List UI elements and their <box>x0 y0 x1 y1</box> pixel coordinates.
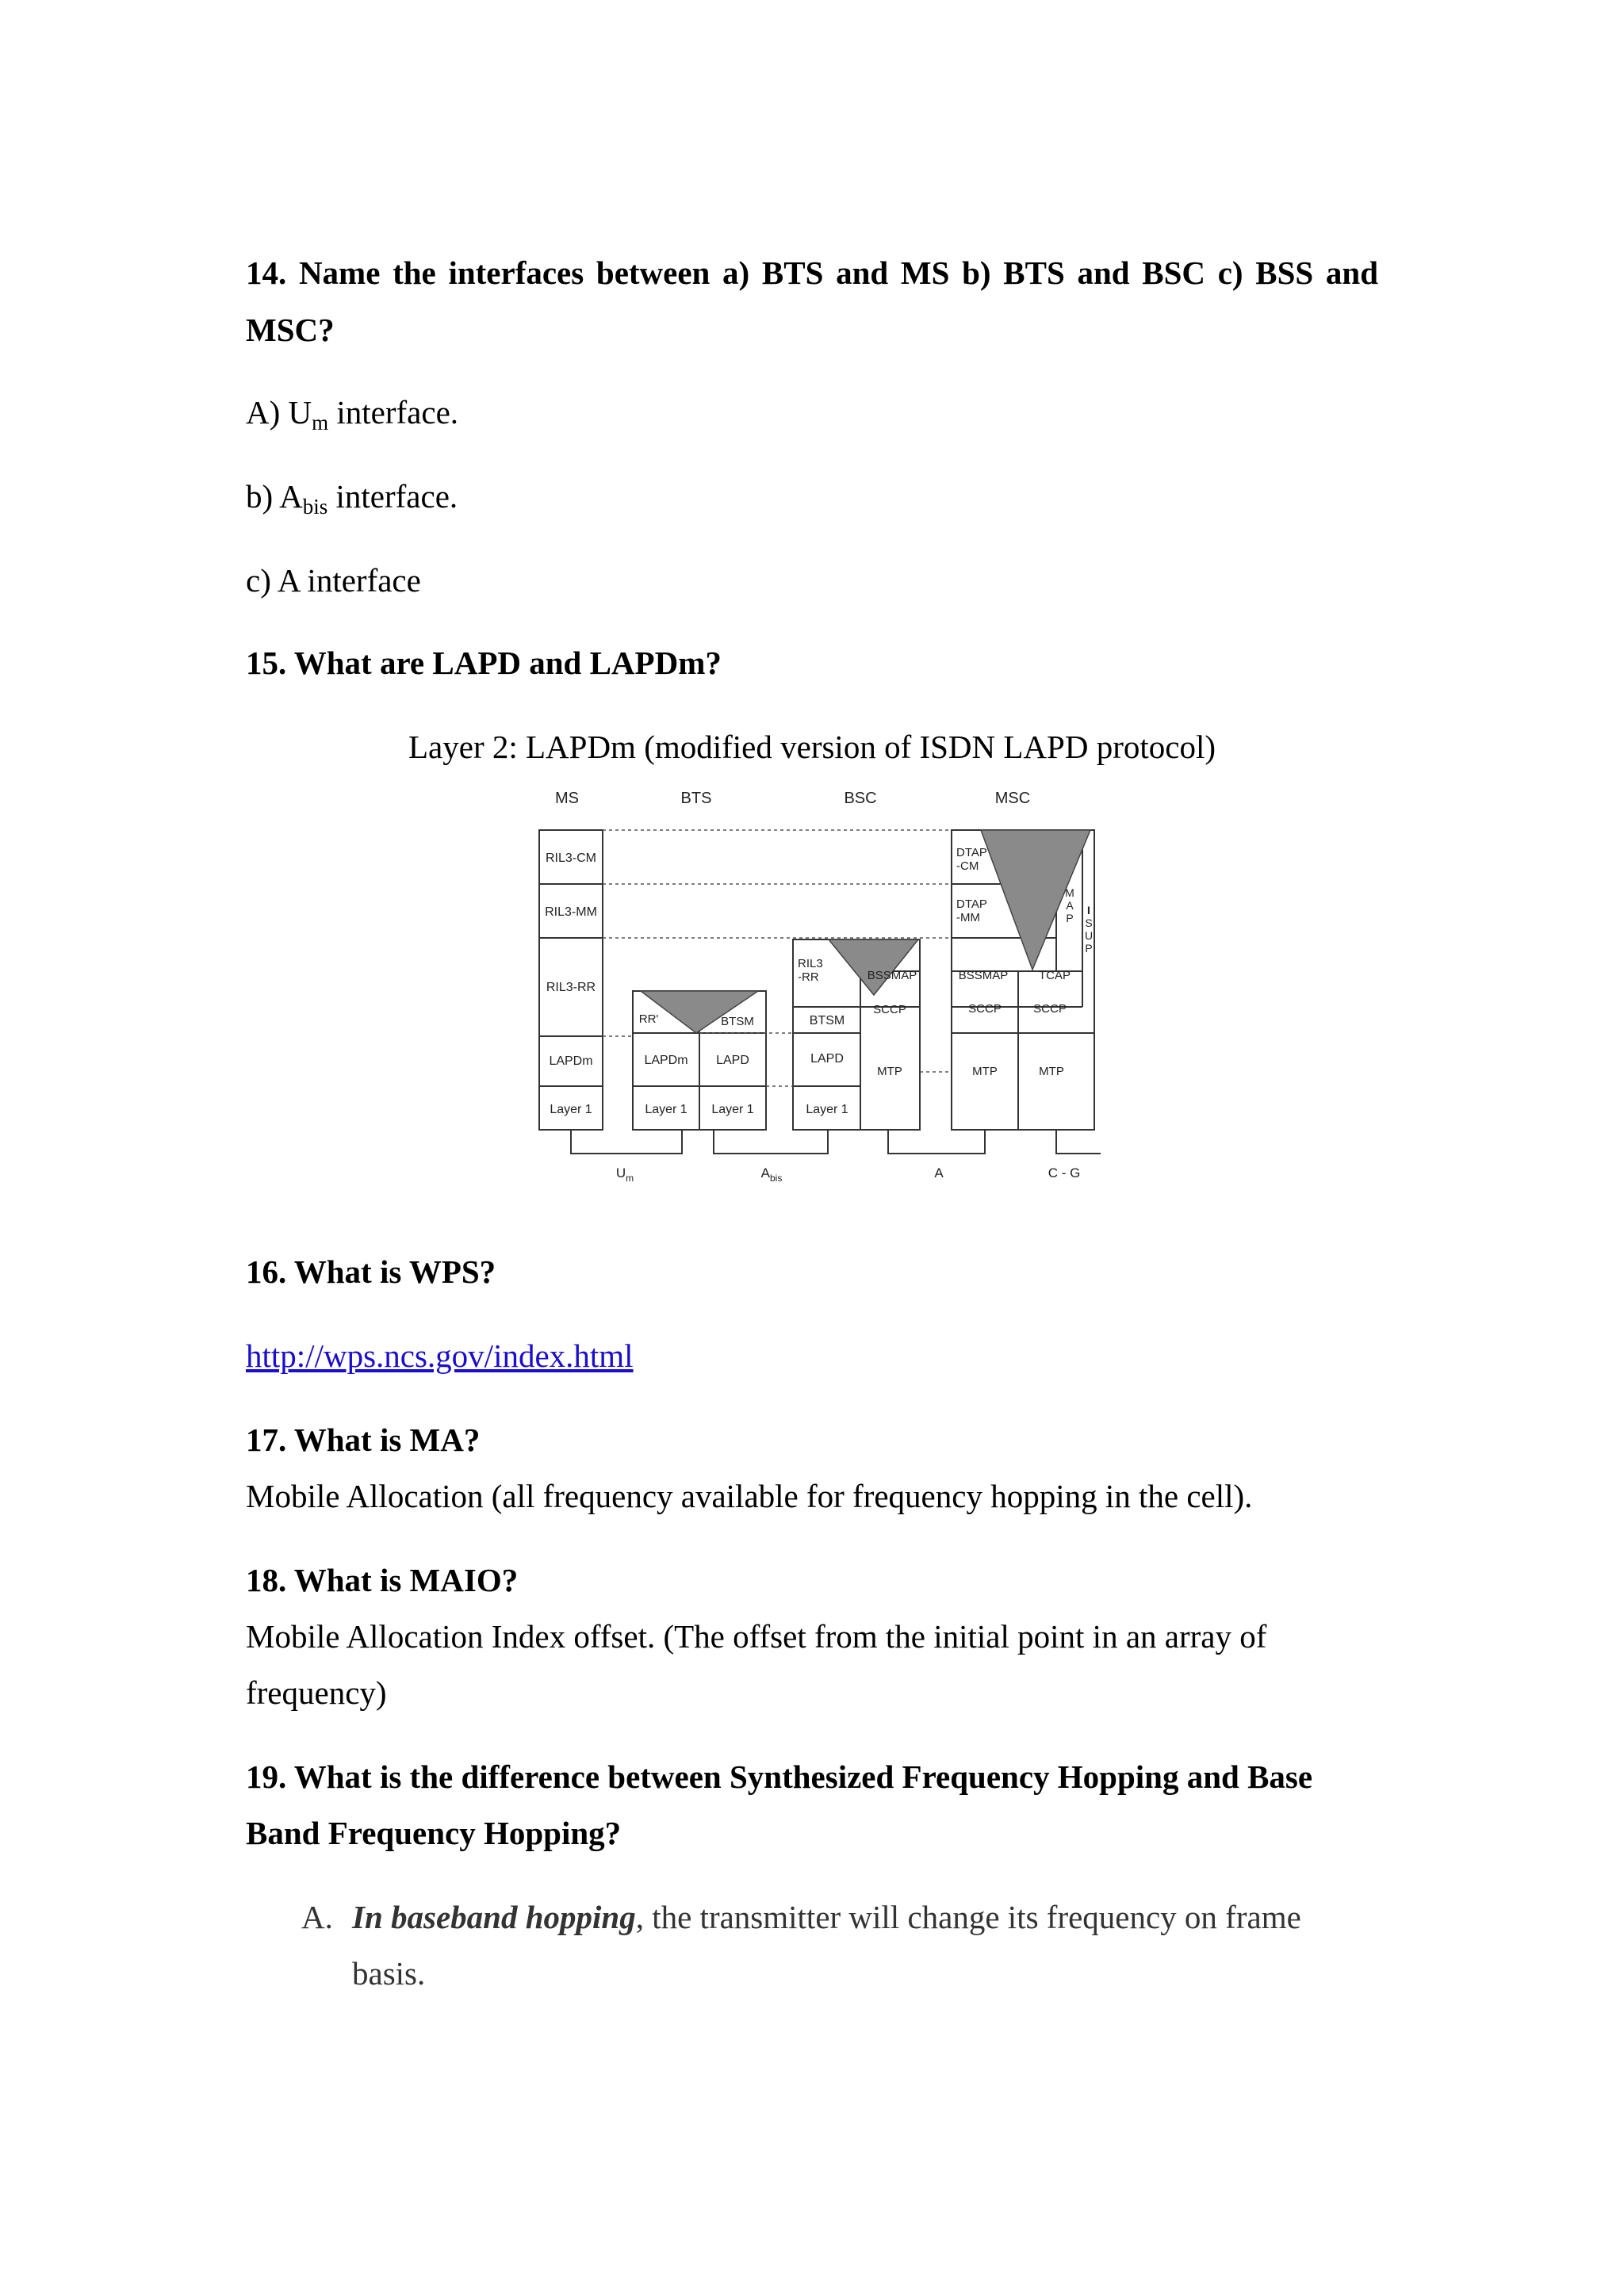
bts-layer1-right-label: Layer 1 <box>711 1103 754 1116</box>
q18-question: 18. What is MAIO? <box>246 1562 519 1598</box>
msc-isup-letter-s: S <box>1085 916 1093 929</box>
ms-stack-box <box>539 830 603 1130</box>
q14-answer-a <box>246 393 459 434</box>
bsc-ril3-label: RIL3 <box>798 957 823 970</box>
msc-mtp-left-label: MTP <box>972 1065 998 1078</box>
msc-dtap-mm-suffix-label: -MM <box>956 911 980 924</box>
msc-isup-letter-p: P <box>1085 942 1093 955</box>
q14-answer-b-prefix: b) A <box>246 478 303 515</box>
q14-answer-b-sub: bis <box>302 495 328 519</box>
q19-item-rest: , the transmitter will change its frequency on frame <box>635 1899 1301 1935</box>
q18-answer-line2: frequency) <box>246 1674 387 1711</box>
msc-dtap-cm-suffix-label: -CM <box>956 859 979 873</box>
q14-answer-b-suffix: interface. <box>327 478 458 515</box>
msc-sccp-left-label: SCCP <box>968 1002 1002 1016</box>
msc-isup-letter-i: I <box>1087 904 1090 916</box>
interface-cg-label: C - G <box>1048 1165 1081 1181</box>
msc-isup-letter-u: U <box>1084 929 1094 942</box>
q19-item-emphasis: In baseband hopping <box>352 1899 636 1935</box>
ms-lapdm-label: LAPDm <box>549 1054 593 1068</box>
ms-ril3-rr-label: RIL3-RR <box>546 981 596 994</box>
interface-abis-sub: bis <box>770 1173 783 1184</box>
bsc-layer1-label: Layer 1 <box>806 1103 848 1116</box>
ms-ril3-cm-label: RIL3-CM <box>545 851 597 865</box>
q19-item-line2: basis. <box>352 1955 426 1992</box>
q17-question: 17. What is MA? <box>246 1422 481 1458</box>
q19-list-marker: A. <box>301 1899 333 1935</box>
q14-answer-a-sub: m <box>312 411 329 434</box>
msc-map-letter-p: P <box>1066 912 1074 924</box>
msc-bssmap-label: BSSMAP <box>958 969 1009 982</box>
bts-lapd-label: LAPD <box>716 1054 749 1067</box>
msc-dtap-cm-label: DTAP <box>956 846 987 859</box>
q14-question-line1: 14. Name the interfaces between a) BTS and MS b) BTS and BSC c) BSS and <box>246 254 1378 291</box>
msc-map-letter-m: M <box>1065 886 1074 899</box>
q16-question: 16. What is WPS? <box>246 1253 496 1290</box>
msc-mtp-right-label: MTP <box>1039 1065 1064 1078</box>
msc-relay-funnel <box>981 830 1093 970</box>
gsm-protocol-stack-diagram <box>523 781 1110 1209</box>
q17-answer: Mobile Allocation (all frequency available for frequency hopping in the cell). <box>246 1478 1253 1514</box>
bsc-sccp-label: SCCP <box>873 1003 906 1016</box>
q14-answer-a-suffix: interface. <box>328 394 459 430</box>
bts-layer1-left-label: Layer 1 <box>645 1103 688 1116</box>
q19-item-line1 <box>352 1898 1301 1936</box>
interface-um-main: U <box>615 1165 626 1181</box>
bts-rr-label: RR' <box>638 1012 659 1026</box>
bsc-lapd-label: LAPD <box>810 1052 844 1066</box>
bts-lapdm-label: LAPDm <box>644 1054 688 1067</box>
bsc-bssmap-label: BSSMAP <box>867 969 917 982</box>
node-msc-label: MSC <box>994 790 1031 807</box>
bsc-relay-funnel <box>829 939 918 995</box>
interface-abis-main: A <box>760 1165 770 1181</box>
bsc-mtp-label: MTP <box>877 1065 902 1078</box>
msc-map-letter-a: A <box>1066 899 1074 912</box>
q19-question-line2: Band Frequency Hopping? <box>246 1815 622 1851</box>
q14-answer-c: c) A interface <box>246 562 421 599</box>
q19-question-line1: 19. What is the difference between Synthesized Frequency Hopping and Base <box>246 1758 1313 1795</box>
q15-diagram-caption: Layer 2: LAPDm (modified version of ISDN LAPD protocol) <box>408 729 1216 765</box>
msc-tcap-label: TCAP <box>1038 969 1071 982</box>
ms-layer1-label: Layer 1 <box>550 1103 592 1116</box>
q15-question: 15. What are LAPD and LAPDm? <box>246 645 722 681</box>
bsc-btsm-label: BTSM <box>809 1014 845 1027</box>
interface-a-label: A <box>934 1165 944 1181</box>
node-bts-label: BTS <box>680 790 712 807</box>
node-ms-label: MS <box>555 790 579 807</box>
bsc-ril3-rr-label: -RR <box>798 970 819 984</box>
q14-answer-b <box>246 477 458 519</box>
q14-question-line2: MSC? <box>246 312 335 348</box>
interface-um-sub: m <box>626 1173 634 1184</box>
ms-ril3-mm-label: RIL3-MM <box>545 905 597 919</box>
q18-answer-line1: Mobile Allocation Index offset. (The offset from the initial point in an array of <box>246 1618 1267 1655</box>
q14-answer-a-prefix: A) U <box>246 394 312 430</box>
bts-btsm-label: BTSM <box>721 1015 754 1028</box>
msc-dtap-mm-label: DTAP <box>956 897 987 911</box>
node-bsc-label: BSC <box>844 790 877 807</box>
wps-link[interactable]: http://wps.ncs.gov/index.html <box>246 1337 634 1374</box>
interface-um-label <box>616 1165 634 1184</box>
interface-abis-label <box>761 1165 783 1184</box>
msc-sccp-right-label: SCCP <box>1033 1002 1067 1016</box>
